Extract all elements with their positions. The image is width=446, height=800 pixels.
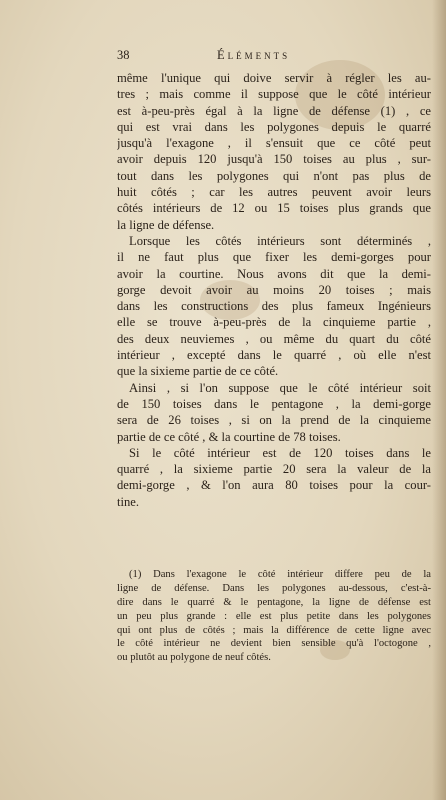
text-line: avoir depuis 120 jusqu'à 150 toises au plus , sur- (117, 152, 431, 167)
text-line: quarré , la sixieme partie 20 sera la valeur de la (117, 462, 431, 477)
running-title: Éléments (217, 48, 291, 62)
text-line: Ainsi , si l'on suppose que le côté intérieur soit (129, 380, 431, 395)
footnote-line: le côté intérieur ne devient bien sensible qu'à l'octogone , (117, 638, 431, 650)
footnote-rule (117, 557, 431, 558)
text-line: Si le côté intérieur est de 120 toises dans le (129, 445, 431, 460)
footnote (117, 568, 431, 665)
footnote-line: un peu plus grande : elle est plus petite dans les polygones (117, 610, 431, 622)
text-line: sera de 26 toises , si on la prend de la cinquieme (117, 413, 431, 428)
text-line: jusqu'à l'exagone , il s'ensuit que ce côté peut (117, 136, 431, 151)
text-line: partie de ce côté , & la courtine de 78 toises. (117, 429, 341, 444)
page-gutter-shadow (432, 0, 446, 800)
text-line: intérieur , excepté dans le quarré , où elle n'est (117, 348, 431, 363)
text-line: Lorsque les côtés intérieurs sont déterminés , (129, 233, 431, 248)
page-header (117, 48, 437, 68)
text-line: tres ; mais comme il suppose que le côté intérieur (117, 87, 431, 102)
text-line: de 150 toises dans le pentagone , la demi-gorge (117, 396, 431, 411)
text-line: tout dans les polygones qui n'ont pas plus de (117, 168, 431, 183)
footnote-line: ou plutôt au polygone de neuf côtés. (117, 652, 271, 664)
text-line: que la sixieme partie de ce côté. (117, 364, 279, 379)
footnote-line: dire dans le quarré & le pentagone, la ligne de défense est (117, 596, 431, 608)
text-line: demi-gorge , & l'on aura 80 toises pour la cour- (117, 478, 431, 493)
text-line: il ne faut plus que fixer les demi-gorges pour (117, 250, 431, 265)
text-line: avoir la courtine. Nous avons dit que la demi- (117, 266, 431, 281)
text-line: la ligne de défense. (117, 217, 215, 232)
text-line: même l'unique qui doive servir à régler les au- (117, 71, 431, 85)
text-line: elle se trouve à-peu-près de la cinquieme partie , (117, 315, 431, 330)
text-line: des deux neuviemes , ou même du quart du côté (117, 331, 431, 346)
text-line: qui est vrai dans les polygones depuis le quarré (117, 119, 431, 134)
text-line: côtés intérieurs de 12 ou 15 toises plus grands que (117, 201, 431, 216)
page-number: 38 (117, 48, 130, 62)
text-line: est à-peu-près égal à la ligne de défense (1) , ce (117, 103, 431, 118)
text-line: gorge devoit avoir au moins 20 toises ; mais (117, 282, 431, 297)
footnote-line: qui ont plus de côtés ; mais la différence de cette ligne avec (117, 624, 431, 636)
footnote-line: ligne de défense. Dans les polygones au-dessous, c'est-à- (117, 582, 431, 594)
text-line: dans les constructions des plus fameux Ingénieurs (117, 299, 431, 314)
text-line: huit côtés ; car les autres peuvent avoir leurs (117, 185, 431, 200)
body-text (117, 70, 431, 510)
footnote-line: (1) Dans l'exagone le côté intérieur differe peu de la (129, 569, 431, 580)
text-line: tine. (117, 494, 140, 509)
